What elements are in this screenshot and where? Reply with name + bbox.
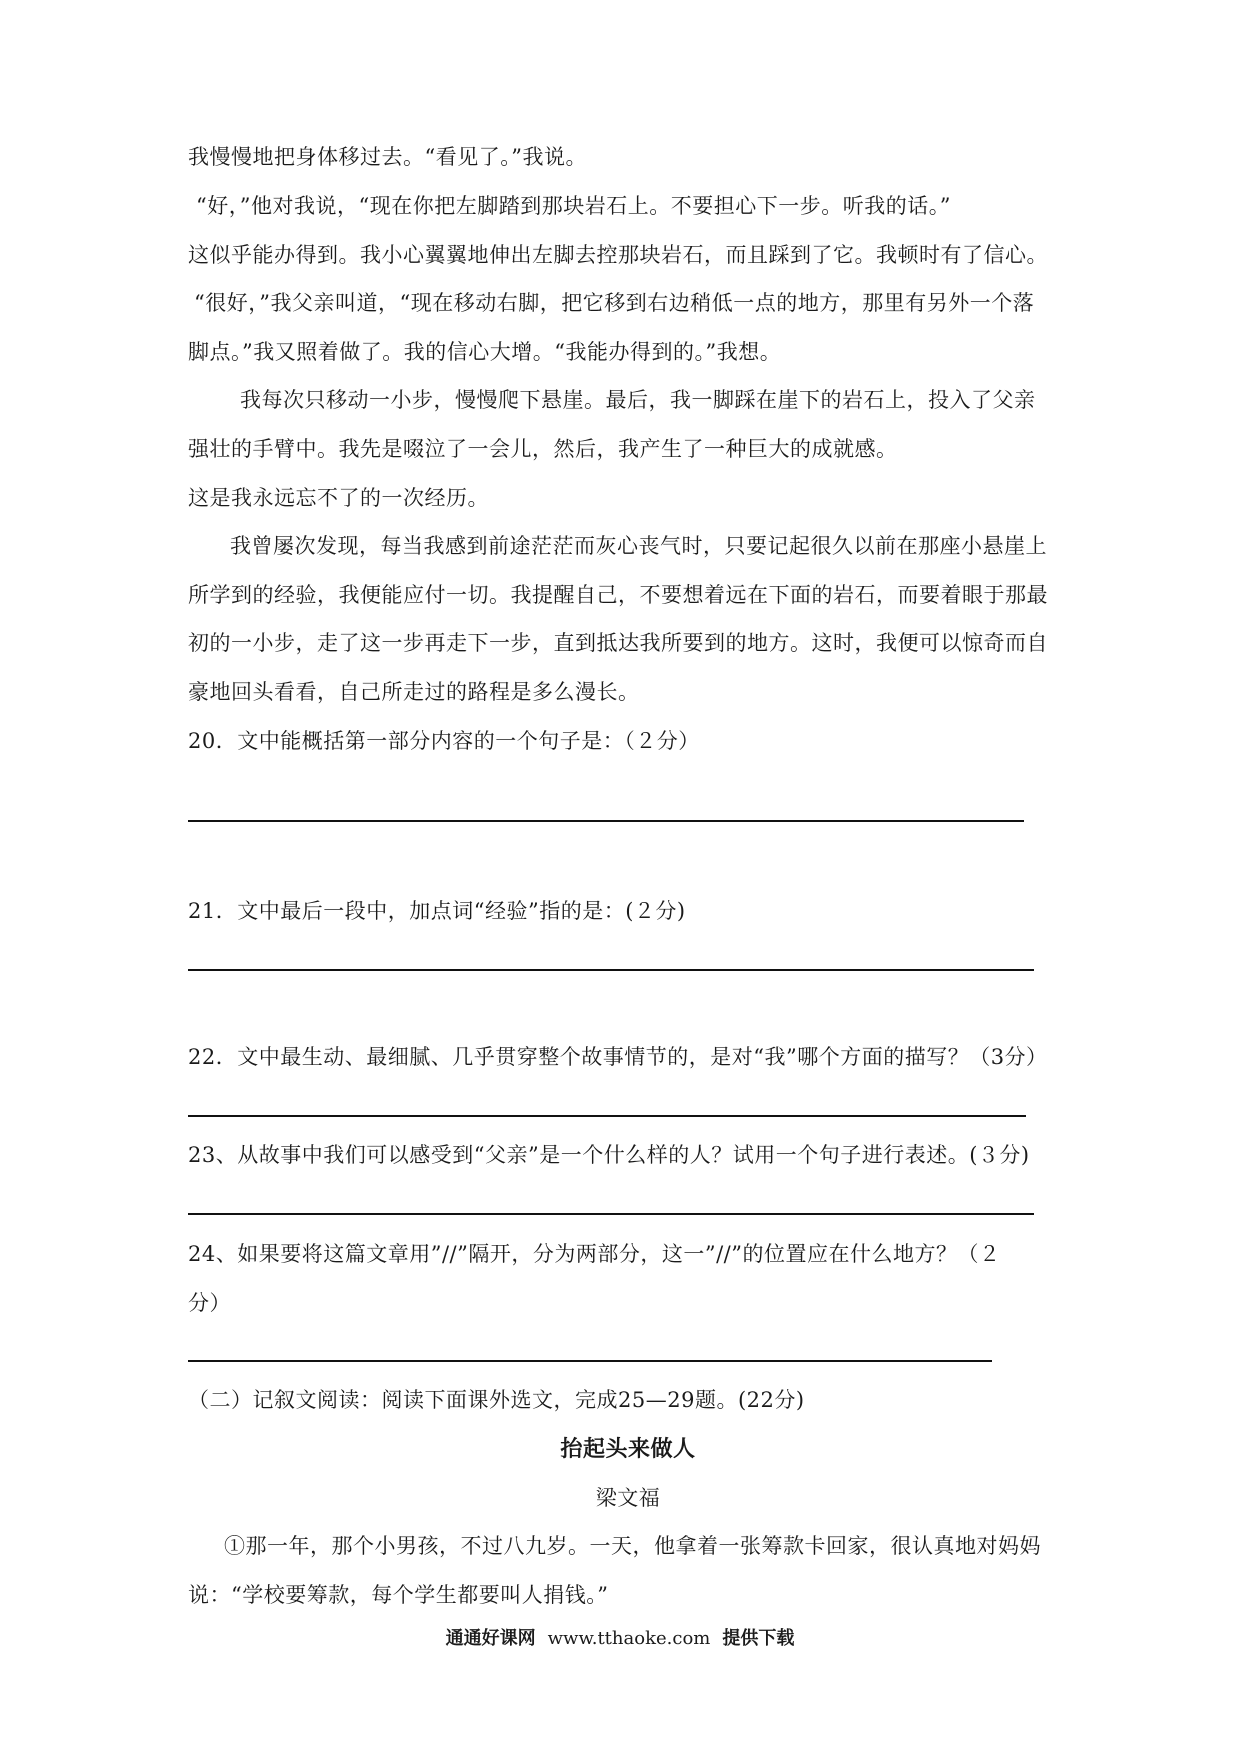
- answer-line-21[interactable]: [188, 969, 1034, 971]
- answer-line-24[interactable]: [188, 1360, 992, 1362]
- passage-line: 这似乎能办得到。我小心翼翼地伸出左脚去控那块岩石，而且踩到了它。我顿时有了信心。: [188, 243, 1048, 267]
- article-title: 抬起头来做人: [560, 1436, 696, 1462]
- passage-line: 强壮的手臂中。我先是啜泣了一会儿，然后，我产生了一种巨大的成就感。: [188, 437, 898, 461]
- paragraph-line: 说：“学校要筹款，每个学生都要叫人捐钱。”: [188, 1583, 609, 1607]
- page-footer: [0, 1624, 1240, 1650]
- footer-action: 提供下载: [722, 1628, 795, 1649]
- question-23: 23、从故事中我们可以感受到“父亲”是一个什么样的人？试用一个句子进行表述。(３分): [188, 1143, 1030, 1167]
- passage-line: “好，”他对我说，“现在你把左脚踏到那块岩石上。不要担心下一步。听我的话。”: [196, 194, 951, 218]
- passage-line: 我每次只移动一小步，慢慢爬下悬崖。最后，我一脚踩在崖下的岩石上，投入了父亲: [240, 388, 1036, 412]
- passage-line: 豪地回头看看，自己所走过的路程是多么漫长。: [188, 680, 640, 704]
- answer-line-20[interactable]: [188, 820, 1024, 822]
- passage-line: 初的一小步，走了这一步再走下一步，直到抵达我所要到的地方。这时，我便可以惊奇而自: [188, 631, 1048, 655]
- question-24-cont: 分）: [188, 1291, 231, 1315]
- question-24: 24、如果要将这篇文章用”//”隔开，分为两部分，这一”//”的位置应在什么地方？（２: [188, 1242, 1001, 1266]
- answer-line-23[interactable]: [188, 1213, 1034, 1215]
- article-author: 梁文福: [595, 1486, 661, 1510]
- footer-url[interactable]: www.tthaoke.com: [547, 1628, 711, 1649]
- question-21: 21．文中最后一段中，加点词“经验”指的是：(２分): [188, 899, 686, 923]
- passage-line: 脚点。”我又照着做了。我的信心大增。“我能办得到的。”我想。: [188, 340, 782, 364]
- section-heading: （二）记叙文阅读：阅读下面课外选文，完成25—29题。(22分): [188, 1388, 805, 1412]
- answer-line-22[interactable]: [188, 1115, 1026, 1117]
- question-20: 20．文中能概括第一部分内容的一个句子是：（２分）: [188, 729, 700, 753]
- passage-line: 我曾屡次发现，每当我感到前途茫茫而灰心丧气时，只要记起很久以前在那座小悬崖上: [230, 534, 1047, 558]
- paragraph-line: ①那一年，那个小男孩，不过八九岁。一天，他拿着一张筹款卡回家，很认真地对妈妈: [224, 1534, 1041, 1558]
- passage-line: 所学到的经验，我便能应付一切。我提醒自己，不要想着远在下面的岩石，而要着眼于那最: [188, 583, 1048, 607]
- passage-line: 这是我永远忘不了的一次经历。: [188, 486, 489, 510]
- footer-site-name: 通通好课网: [445, 1628, 536, 1649]
- passage-line: 我慢慢地把身体移过去。“看见了。”我说。: [188, 145, 587, 169]
- question-22: 22．文中最生动、最细腻、几乎贯穿整个故事情节的，是对“我”哪个方面的描写？（3分）: [188, 1045, 1048, 1069]
- passage-line: “很好，”我父亲叫道，“现在移动右脚，把它移到右边稍低一点的地方，那里有另外一个落: [194, 291, 1035, 315]
